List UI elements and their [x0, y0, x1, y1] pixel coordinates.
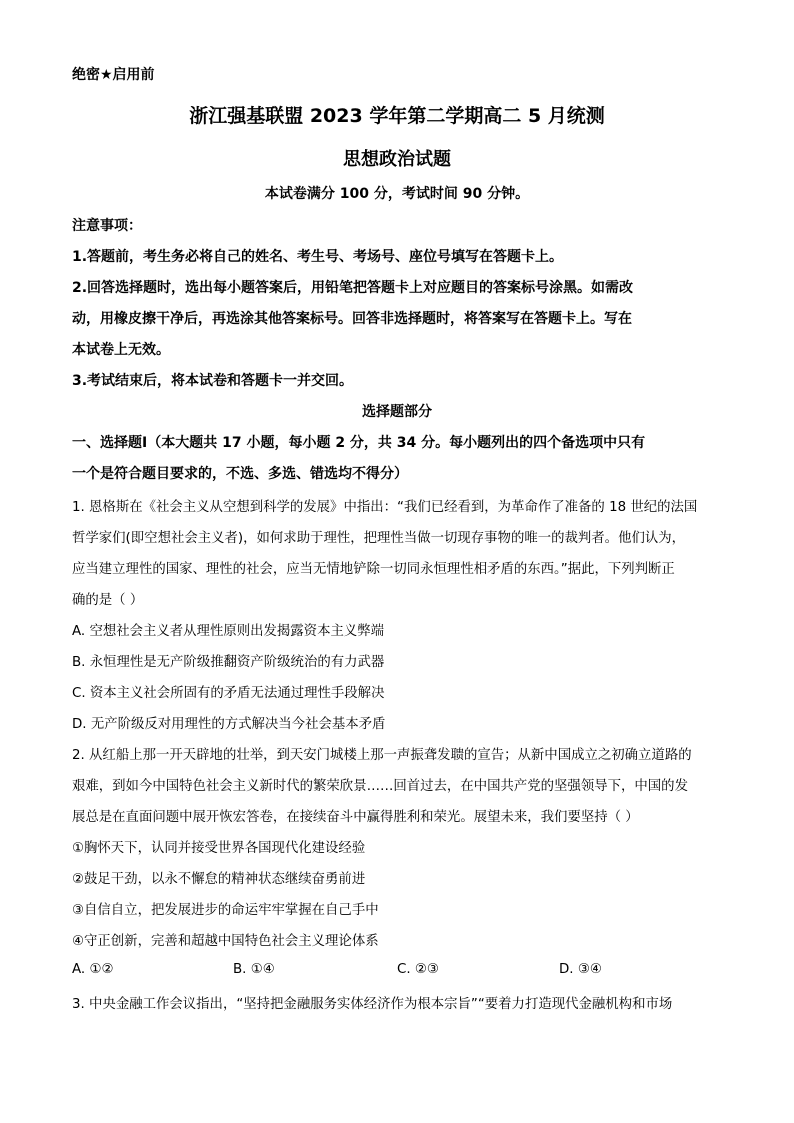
- q1-option-b: B. 永恒理性是无产阶级推翻资产阶级统治的有力武器: [72, 655, 385, 670]
- q2-item-3: ③自信自立，把发展进步的命运牢牢掌握在自己手中: [72, 903, 379, 918]
- notice-item-2-line-2: 动，用橡皮擦干净后，再选涂其他答案标号。回答非选择题时，将答案写在答题卡上。写在: [72, 311, 632, 327]
- q2-option-a: A. ①②: [72, 962, 114, 977]
- q2-stem-line-3: 展总是在直面问题中展开恢宏答卷，在接续奋斗中赢得胜利和荣光。展望未来，我们要坚持（ ）: [72, 810, 639, 825]
- q2-item-2: ②鼓足干劲，以永不懈怠的精神状态继续奋勇前进: [72, 872, 366, 887]
- q2-option-c: C. ②③: [397, 962, 439, 977]
- section-instructions-line-1: 一、选择题Ⅰ（本大题共 17 小题，每小题 2 分，共 34 分。每小题列出的四个备选项中只有: [72, 435, 646, 451]
- notice-item-2-line-1: 2.回答选择题时，选出每小题答案后，用铅笔把答题卡上对应题目的答案标号涂黑。如需改: [72, 280, 634, 296]
- section-instructions-line-2: 一个是符合题目要求的，不选、多选、错选均不得分）: [72, 466, 408, 482]
- secret-mark: 绝密★启用前: [72, 67, 155, 83]
- q2-stem-line-2: 艰难，到如今中国特色社会主义新时代的繁荣欣景……回首过去，在中国共产党的坚强领导下，中国的发: [72, 779, 688, 794]
- exam-title: 浙江强基联盟 2023 学年第二学期高二 5 月统测: [189, 105, 605, 127]
- q1-option-d: D. 无产阶级反对用理性的方式解决当今社会基本矛盾: [72, 717, 386, 732]
- q2-stem-line-1: 2. 从红船上那一开天辟地的壮举，到天安门城楼上那一声振聋发聩的宣告；从新中国成立之初确立道路的: [72, 748, 692, 763]
- notice-heading: 注意事项：: [72, 218, 142, 234]
- q1-stem-line-3: 应当建立理性的国家、理性的社会，应当无情地铲除一切同永恒理性相矛盾的东西。”据此，下列判断正: [72, 562, 675, 577]
- q2-item-1: ①胸怀天下，认同并接受世界各国现代化建设经验: [72, 841, 366, 856]
- q2-option-b: B. ①④: [233, 962, 275, 977]
- subject-title: 思想政治试题: [343, 149, 451, 170]
- q1-stem-line-4: 确的是（ ）: [72, 593, 144, 608]
- q1-option-c: C. 资本主义社会所固有的矛盾无法通过理性手段解决: [72, 686, 385, 701]
- q2-option-d: D. ③④: [559, 962, 602, 977]
- q1-stem-line-2: 哲学家们(即空想社会主义者)，如何求助于理性，把理性当做一切现存事物的唯一的裁判者。他们认为，: [72, 531, 686, 546]
- q1-stem-line-1: 1. 恩格斯在《社会主义从空想到科学的发展》中指出：“我们已经看到，为革命作了准备的 18 世纪的法国: [72, 500, 698, 515]
- exam-info: 本试卷满分 100 分，考试时间 90 分钟。: [264, 186, 530, 202]
- notice-item-3: 3.考试结束后，将本试卷和答题卡一并交回。: [72, 373, 354, 389]
- q2-item-4: ④守正创新，完善和超越中国特色社会主义理论体系: [72, 934, 379, 949]
- q3-stem-line-1: 3. 中央金融工作会议指出，“坚持把金融服务实体经济作为根本宗旨”“要着力打造现代金融机构和市场: [72, 997, 673, 1012]
- section-title: 选择题部分: [362, 404, 432, 420]
- q1-option-a: A. 空想社会主义者从理性原则出发揭露资本主义弊端: [72, 624, 385, 639]
- notice-item-1: 1.答题前，考生务必将自己的姓名、考生号、考场号、座位号填写在答题卡上。: [72, 249, 564, 265]
- notice-item-2-line-3: 本试卷上无效。: [72, 342, 170, 358]
